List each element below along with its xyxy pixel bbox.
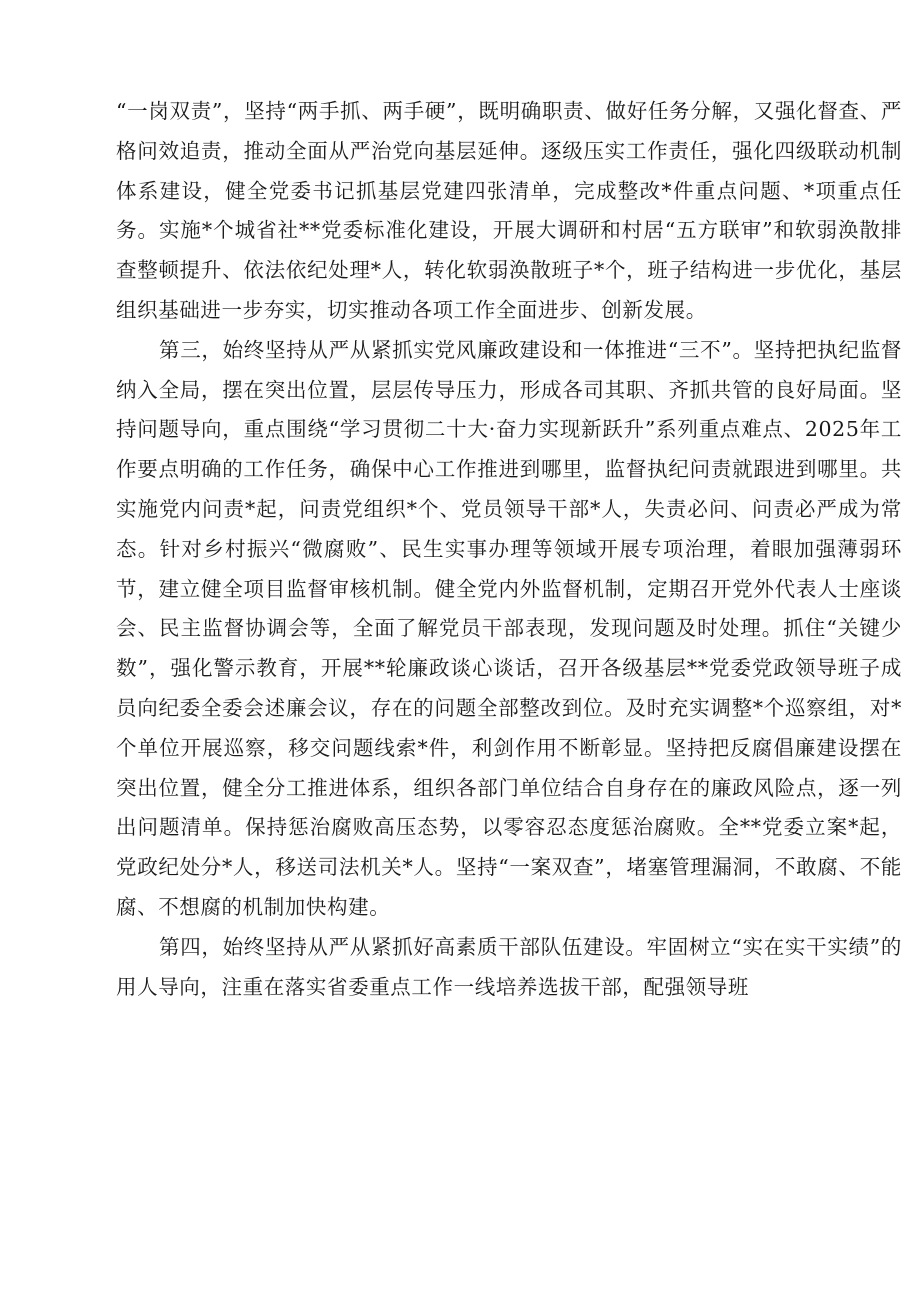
paragraph-continued: “一岗双责”，坚持“两手抓、两手硬”，既明确职责、做好任务分解，又强化督查、严格问效追责，推动全面从严治党向基层延伸。逐级压实工作责任，强化四级联动机制体系建设，健全党委书记抓基层党建四张清单，完成整改*件重点问题、*项重点任务。实施*个城省社**党委标准化建设，开展大调研和村居“五方联审”和软弱涣散排查整顿提升、依法依纪处理*人，转化软弱涣散班子*个，班子结构进一步优化，基层组织基础进一步夯实，切实推动各项工作全面进步、创新发展。 — [116, 99, 902, 322]
paragraph-fourth: 第四，始终坚持从严从紧抓好高素质干部队伍建设。牢固树立“实在实干实绩”的用人导向，注重在落实省委重点工作一线培养选拔干部，配强领导班 — [116, 934, 902, 999]
document-body — [116, 92, 902, 1007]
paragraph-third: 第三，始终坚持从严从紧抓实党风廉政建设和一体推进“三不”。坚持把执纪监督纳入全局，摆在突出位置，层层传导压力，形成各司其职、齐抓共管的良好局面。坚持问题导向，重点围绕“学习贯彻二十大·奋力实现新跃升”系列重点难点、2025年工作要点明确的工作任务，确保中心工作推进到哪里，监督执纪问责就跟进到哪里。共实施党内问责*起，问责党组织*个、党员领导干部*人，失责必问、问责必严成为常态。针对乡村振兴“微腐败”、民生实事办理等领域开展专项治理，着眼加强薄弱环节，建立健全项目监督审核机制。健全党内外监督机制，定期召开党外代表人士座谈会、民主监督协调会等，全面了解党员干部表现，发现问题及时处理。抓住“关键少数”，强化警示教育，开展**轮廉政谈心谈话，召开各级基层**党委党政领导班子成员向纪委全委会述廉会议，存在的问题全部整改到位。及时充实调整*个巡察组，对*个单位开展巡察，移交问题线索*件，利剑作用不断彰显。坚持把反腐倡廉建设摆在突出位置，健全分工推进体系，组织各部门单位结合自身存在的廉政风险点，逐一列出问题清单。保持惩治腐败高压态势，以零容忍态度惩治腐败。全**党委立案*起，党政纪处分*人，移送司法机关*人。坚持“一案双查”，堵塞管理漏洞，不敢腐、不能腐、不想腐的机制加快构建。 — [116, 337, 902, 919]
